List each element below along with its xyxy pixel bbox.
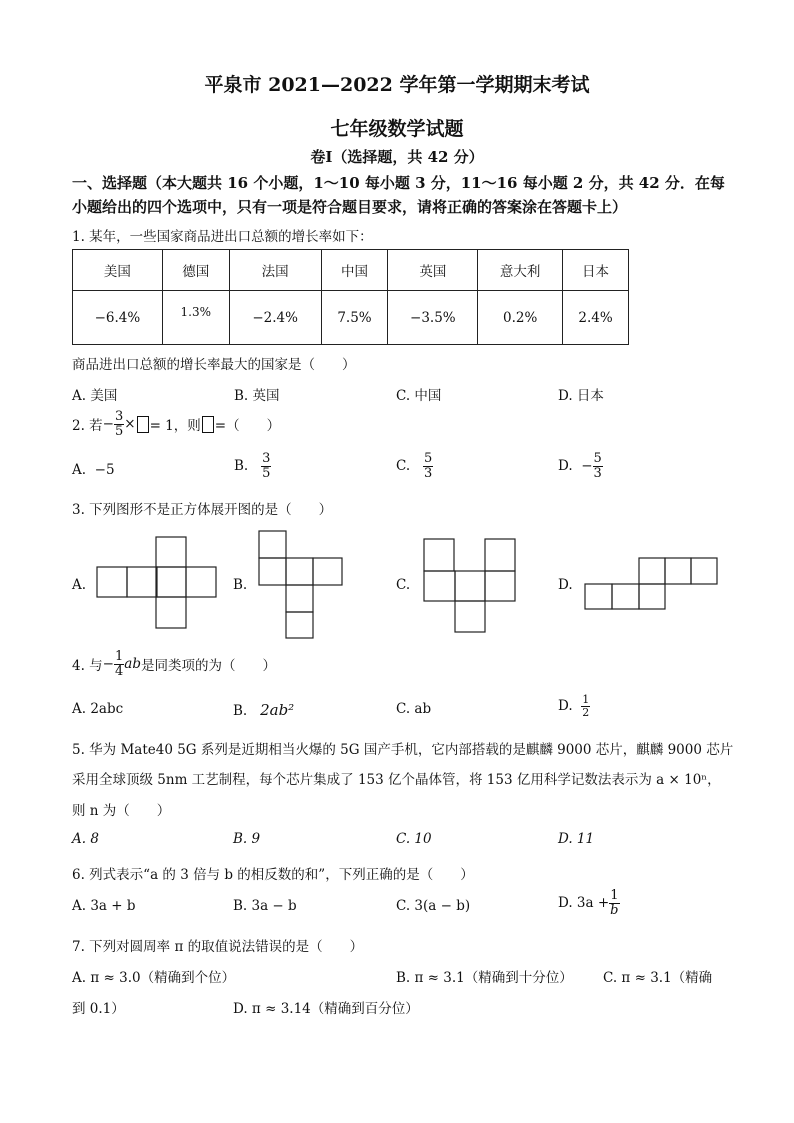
q3-label-b: B.: [233, 577, 248, 593]
q4-fraction: $\frac{1}{4}$: [114, 649, 124, 679]
q2-option-d: D. − $\frac{5}{3}$: [558, 451, 602, 481]
exam-title: 平泉市 2021—2022 学年第一学期期末考试: [204, 74, 590, 96]
growth-rate-table: [72, 249, 629, 345]
q4-suffix: 是同类项的为（ ）: [140, 658, 276, 675]
table-header-cell: 日本: [563, 250, 629, 291]
q4-minus: −: [102, 656, 114, 673]
table-cell: 1.3%: [162, 291, 229, 345]
q7-stem: 7. 下列对圆周率 π 的取值说法错误的是（ ）: [72, 939, 364, 955]
q4-option-d: D. $\frac{1}{2}$: [558, 693, 590, 719]
q1-option-a: A. 美国: [72, 388, 118, 404]
exam-subtitle: 七年级数学试题: [330, 118, 464, 140]
q2-stem: [72, 410, 280, 438]
blank-box-icon: [202, 416, 214, 433]
q1-stem: 1. 某年，一些国家商品进出口总额的增长率如下：: [72, 229, 373, 245]
q2-option-b: B. $\frac{3}{5}$: [234, 451, 271, 481]
q1-option-c: C. 中国: [396, 388, 442, 404]
q7-option-c-line2: 到 0.1）: [72, 1001, 125, 1017]
blank-box-icon: [137, 416, 149, 433]
q4-option-c: C. ab: [396, 701, 432, 717]
cube-net-c: [423, 538, 517, 634]
q4-prefix: 4. 与: [72, 658, 103, 675]
cube-net-b: [258, 530, 344, 640]
q4-option-a: A. 2abc: [72, 701, 124, 717]
q7-option-a: A. π ≈ 3.0（精确到个位）: [72, 970, 236, 986]
q1-option-d: D. 日本: [558, 388, 604, 404]
cube-net-a: [96, 536, 218, 630]
q6-stem: 6. 列式表示“a 的 3 倍与 b 的相反数的和”，下列正确的是（ ）: [72, 867, 474, 883]
q5-line2: 采用全球顶级 5nm 工艺制程，每个芯片集成了 153 亿个晶体管，将 153 亿用科学记数法表示为 a × 10ⁿ，: [72, 772, 721, 788]
q5-option-a: A. 8: [72, 831, 99, 847]
q3-label-d: D.: [558, 577, 573, 593]
q2-option-a: A. −5: [72, 462, 115, 478]
q1-option-b: B. 英国: [234, 388, 280, 404]
table-header-row: [73, 250, 629, 291]
q2-eq1: = 1，则: [149, 418, 201, 435]
q6-option-a: A. 3a + b: [72, 898, 136, 914]
q2-times: ×: [124, 416, 136, 433]
table-row: [73, 291, 629, 345]
frac-numerator: 3: [114, 409, 124, 424]
q1-question: 商品进出口总额的增长率最大的国家是（ ）: [72, 357, 356, 373]
table-cell: 0.2%: [478, 291, 563, 345]
q3-stem: 3. 下列图形不是正方体展开图的是（ ）: [72, 502, 333, 518]
q4-stem: [72, 650, 276, 678]
q6-option-d: D. 3a + $\frac{1}{b}$: [558, 888, 619, 918]
table-header-cell: 中国: [321, 250, 388, 291]
q5-option-d: D. 11: [558, 831, 595, 847]
q2-option-c: C. $\frac{5}{3}$: [396, 451, 433, 481]
table-cell: 7.5%: [321, 291, 388, 345]
q2-eq2: =（ ）: [214, 418, 281, 435]
q2-prefix: 2. 若: [72, 418, 103, 435]
table-header-cell: 美国: [73, 250, 163, 291]
q7-option-c-line1: C. π ≈ 3.1（精确: [603, 970, 713, 986]
q5-option-c: C. 10: [396, 831, 432, 847]
section-instructions-line1: 一、选择题（本大题共 16 个小题，1～10 每小题 3 分，11～16 每小题 2 分，共 42 分．在每: [72, 174, 725, 192]
q3-label-c: C.: [396, 577, 411, 593]
q6-option-b: B. 3a − b: [233, 898, 297, 914]
q2-fraction: [114, 410, 124, 438]
q5-option-b: B. 9: [233, 831, 261, 847]
table-header-cell: 法国: [229, 250, 321, 291]
cube-net-d: [584, 557, 720, 611]
table-header-cell: 意大利: [478, 250, 563, 291]
q3-label-a: A.: [72, 577, 87, 593]
table-cell: 2.4%: [563, 291, 629, 345]
table-cell: −2.4%: [229, 291, 321, 345]
q7-option-d: D. π ≈ 3.14（精确到百分位）: [233, 1001, 419, 1017]
q7-option-b: B. π ≈ 3.1（精确到十分位）: [396, 970, 573, 986]
frac-denominator: 5: [114, 423, 124, 439]
q6-option-c: C. 3(a − b): [396, 898, 471, 914]
section-instructions-line2: 小题给出的四个选项中，只有一项是符合题目要求，请将正确的答案涂在答题卡上）: [72, 198, 628, 216]
table-header-cell: 英国: [388, 250, 478, 291]
q5-line3: 则 n 为（ ）: [72, 803, 171, 819]
table-cell: −3.5%: [388, 291, 478, 345]
table-header-cell: 德国: [162, 250, 229, 291]
q5-line1: 5. 华为 Mate40 5G 系列是近期相当火爆的 5G 国产手机，它内部搭载的是麒麟 9000 芯片，麒麟 9000 芯片: [72, 742, 734, 758]
volume-heading: 卷Ⅰ（选择题，共 42 分）: [310, 148, 484, 166]
q4-option-b: B. 2ab²: [233, 701, 295, 719]
table-cell: −6.4%: [73, 291, 163, 345]
q2-minus: −: [102, 416, 114, 433]
q4-variable: ab: [124, 656, 141, 673]
